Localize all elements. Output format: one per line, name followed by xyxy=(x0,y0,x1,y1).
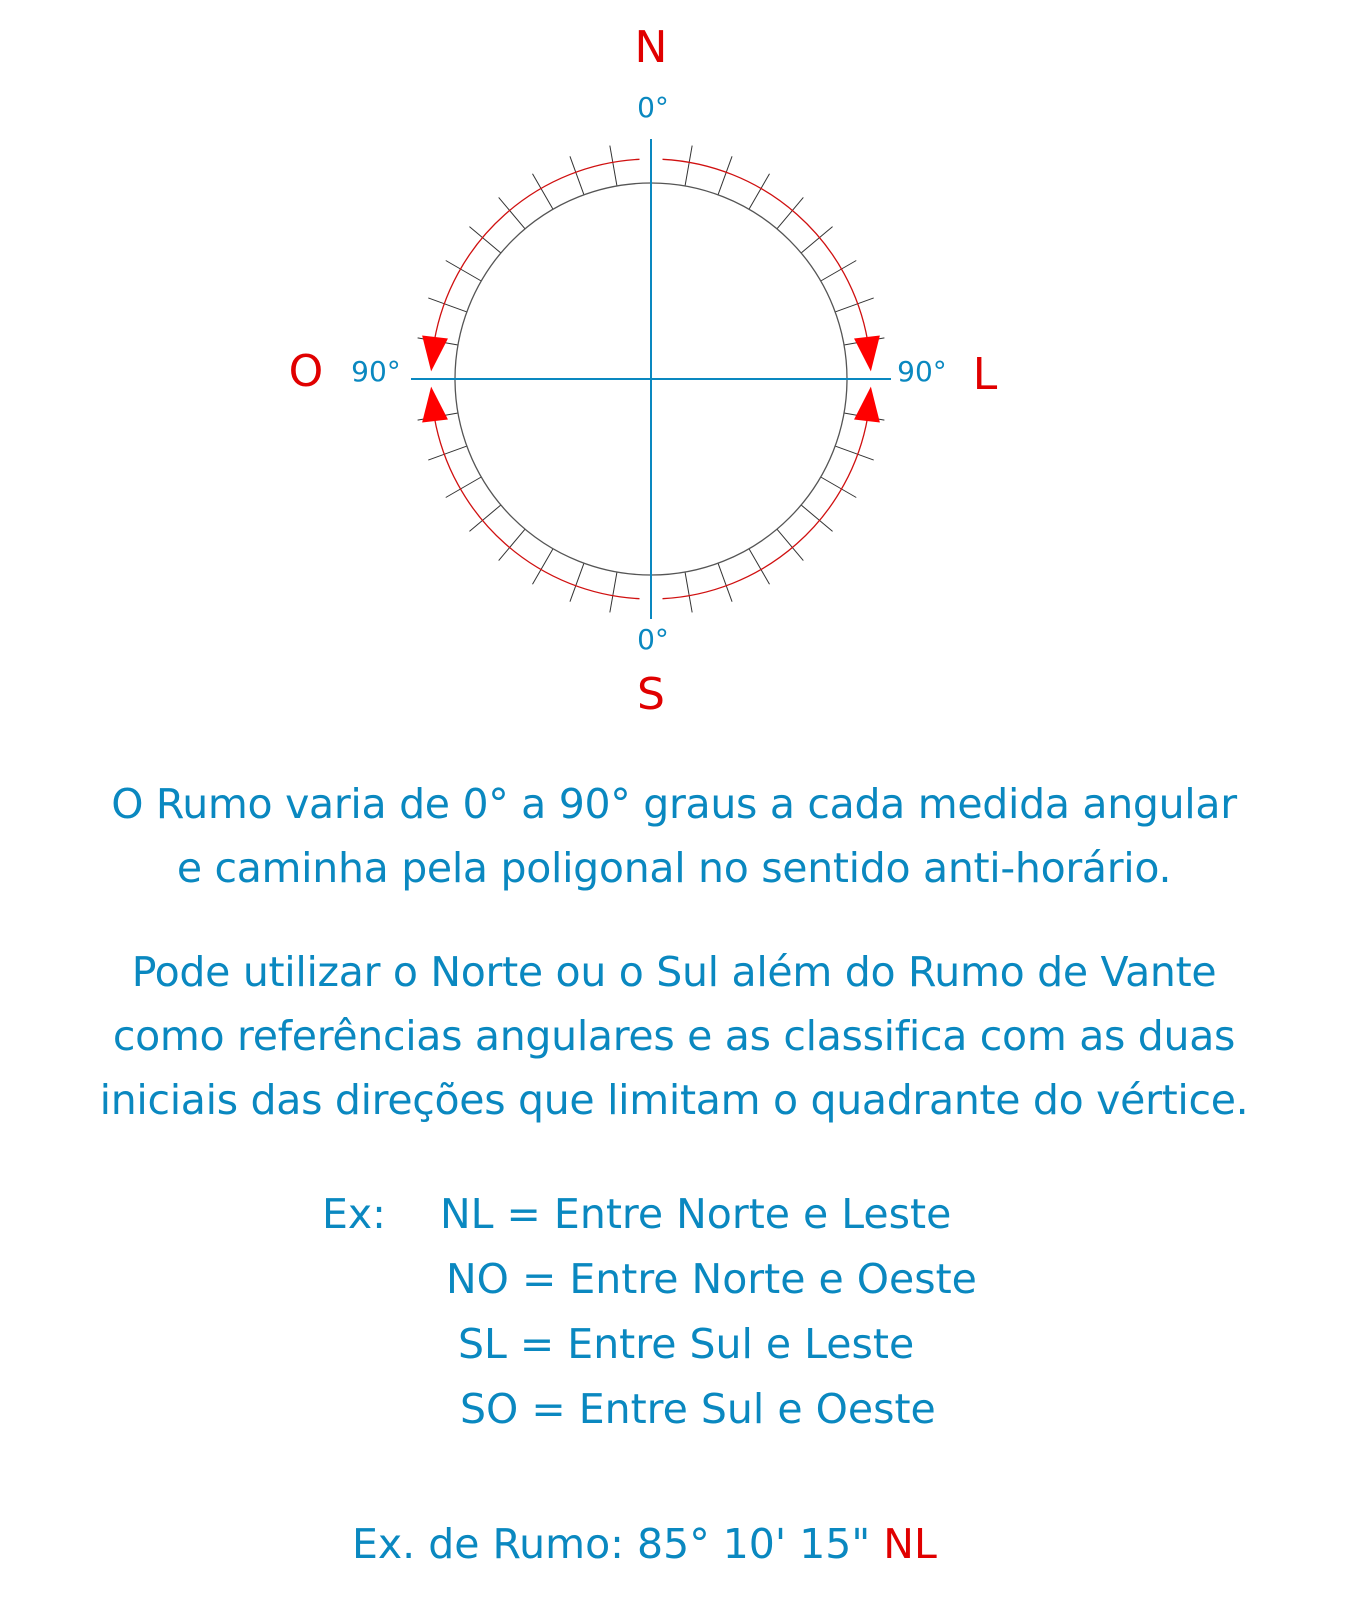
north-angle-label: 0° xyxy=(637,91,669,124)
tick-mark xyxy=(570,563,584,602)
west-angle-label: 90° xyxy=(351,355,401,388)
tick-mark xyxy=(570,156,584,195)
rumo-arc xyxy=(663,159,868,340)
tick-mark xyxy=(685,146,692,186)
north-label: N xyxy=(634,22,668,73)
tick-mark xyxy=(718,563,732,602)
arrowhead-icon xyxy=(854,387,880,423)
east-angle-label: 90° xyxy=(897,355,947,388)
west-label: O xyxy=(288,346,324,397)
tick-mark xyxy=(610,572,617,612)
paragraph-line: O Rumo varia de 0° a 90° graus a cada medida angular xyxy=(111,780,1237,828)
arrowhead-icon xyxy=(854,336,880,372)
examples-label: Ex: xyxy=(322,1190,386,1238)
tick-mark xyxy=(685,572,692,612)
rumo-arc xyxy=(434,417,639,598)
east-label: L xyxy=(972,349,998,400)
rumo-arc xyxy=(663,417,868,598)
rumo-example-quadrant: NL xyxy=(883,1520,937,1568)
tick-mark xyxy=(428,446,467,460)
paragraph-line: iniciais das direções que limitam o quadrante do vértice. xyxy=(99,1076,1249,1124)
rumo-arc xyxy=(434,159,639,340)
example-item-nl: NL = Entre Norte e Leste xyxy=(440,1190,952,1238)
rumo-example xyxy=(352,1520,937,1568)
arrowhead-icon xyxy=(422,336,448,372)
compass-graphic xyxy=(0,0,1348,720)
rumo-example-value: Ex. de Rumo: 85° 10' 15" xyxy=(352,1520,871,1568)
tick-mark xyxy=(718,156,732,195)
tick-mark xyxy=(610,146,617,186)
example-item-sl: SL = Entre Sul e Leste xyxy=(458,1320,915,1368)
south-angle-label: 0° xyxy=(637,623,669,656)
tick-mark xyxy=(835,298,874,312)
arrowhead-icon xyxy=(422,387,448,423)
rumo-reference-paragraph xyxy=(0,940,1348,1132)
example-item-so: SO = Entre Sul e Oeste xyxy=(460,1385,936,1433)
tick-mark xyxy=(428,298,467,312)
south-label: S xyxy=(637,669,665,720)
paragraph-line: como referências angulares e as classifica com as duas xyxy=(112,1012,1236,1060)
example-item-no: NO = Entre Norte e Oeste xyxy=(446,1255,977,1303)
tick-mark xyxy=(835,446,874,460)
paragraph-line: e caminha pela poligonal no sentido anti-horário. xyxy=(176,844,1172,892)
rumo-definition-paragraph xyxy=(0,772,1348,900)
paragraph-line: Pode utilizar o Norte ou o Sul além do Rumo de Vante xyxy=(131,948,1217,996)
